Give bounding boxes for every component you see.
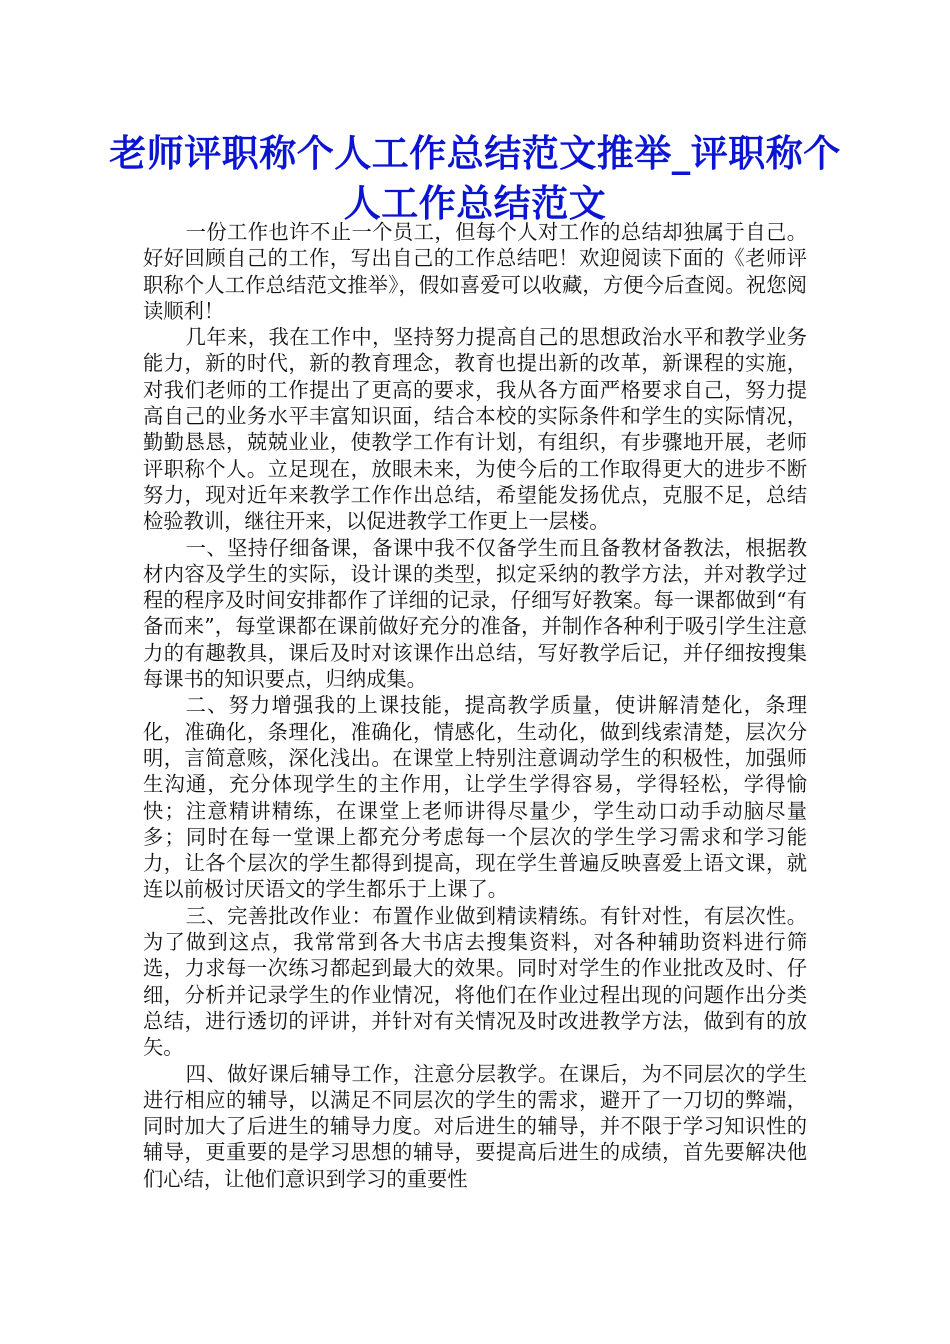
paragraph-section-3: 三、完善批改作业：布置作业做到精读精练。有针对性，有层次性。为了做到这点，我常常到各大书店去搜集资料，对各种辅助资料进行筛选，力求每一次练习都起到最大的效果。同时对学生的作业批改及时、仔细，分析并记录学生的作业情况，将他们在作业过程出现的问题作出分类总结，进行透切的评讲，并针对有关情况及时改进教学方法，做到有的放矢。 xyxy=(143,903,807,1060)
paragraph-section-1: 一、坚持仔细备课，备课中我不仅备学生而且备教材备教法，根据教材内容及学生的实际，设计课的类型，拟定采纳的教学方法，并对教学过程的程序及时间安排都作了详细的记录，仔细写好教案。每一课都做到“有备而来”，每堂课都在课前做好充分的准备，并制作各种利于吸引学生注意力的有趣教具，课后及时对该课作出总结，写好教学后记，并仔细按搜集每课书的知识要点，归纳成集。 xyxy=(143,535,807,692)
paragraph-section-4: 四、做好课后辅导工作，注意分层教学。在课后，为不同层次的学生进行相应的辅导，以满足不同层次的学生的需求，避开了一刀切的弊端，同时加大了后进生的辅导力度。对后进生的辅导，并不限于学习知识性的辅导，更重要的是学习思想的辅导，要提高后进生的成绩，首先要解决他们心结，让他们意识到学习的重要性 xyxy=(143,1061,807,1191)
paragraph-section-2: 二、努力增强我的上课技能，提高教学质量，使讲解清楚化，条理化，准确化，条理化，准确化，情感化，生动化，做到线索清楚，层次分明，言简意赅，深化浅出。在课堂上特别注意调动学生的积极性，加强师生沟通，充分体现学生的主作用，让学生学得容易，学得轻松，学得愉快；注意精讲精练，在课堂上老师讲得尽量少，学生动口动手动脑尽量多；同时在每一堂课上都充分考虑每一个层次的学生学习需求和学习能力，让各个层次的学生都得到提高，现在学生普遍反映喜爱上语文课，就连以前极讨厌语文的学生都乐于上课了。 xyxy=(143,693,807,902)
paragraph-intro: 一份工作也许不止一个员工，但每个人对工作的总结却独属于自己。好好回顾自己的工作，写出自己的工作总结吧！欢迎阅读下面的《老师评职称个人工作总结范文推举》，假如喜爱可以收藏，方便今后查阅。祝您阅读顺利！ xyxy=(143,220,807,323)
document-body xyxy=(143,219,807,1192)
paragraph-overview: 几年来，我在工作中，坚持努力提高自己的思想政治水平和教学业务能力，新的时代，新的教育理念，教育也提出新的改革，新课程的实施，对我们老师的工作提出了更高的要求，我从各方面严格要求自己，努力提高自己的业务水平丰富知识面，结合本校的实际条件和学生的实际情况，勤勤恳恳，兢兢业业，使教学工作有计划，有组织，有步骤地开展，老师评职称个人。立足现在，放眼未来，为使今后的工作取得更大的进步不断努力，现对近年来教学工作作出总结，希望能发扬优点，克服不足，总结检验教训，继往开来，以促进教学工作更上一层楼。 xyxy=(143,325,807,534)
document-title: 老师评职称个人工作总结范文推举_评职称个人工作总结范文 xyxy=(109,131,841,225)
